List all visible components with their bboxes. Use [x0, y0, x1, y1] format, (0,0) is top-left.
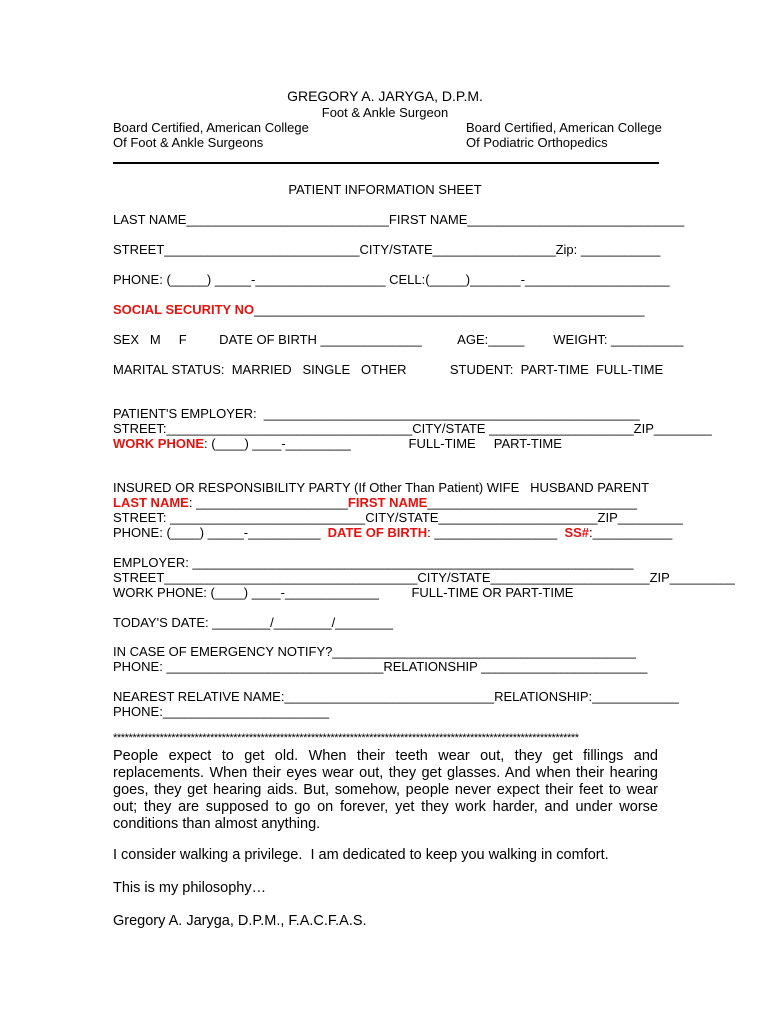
insured-work-phone-line[interactable]: WORK PHONE: (____) ____-_____________ FULL-TIME OR PART-TIME [113, 585, 574, 600]
phone-field-line[interactable]: PHONE: (_____) _____-__________________ CELL:(_____)_______-____________________ [113, 272, 670, 287]
certification-left-line-1: Board Certified, American College [113, 120, 309, 135]
insured-ss-label: SS# [564, 525, 590, 540]
street-field-line[interactable]: STREET___________________________CITY/STATE_________________Zip: ___________ [113, 242, 661, 257]
employer-field-line[interactable]: PATIENT'S EMPLOYER: ____________________________________________________ [113, 406, 640, 421]
form-title: PATIENT INFORMATION SHEET [288, 182, 482, 197]
name-field-line[interactable]: LAST NAME____________________________FIRST NAME______________________________ [113, 212, 685, 227]
insured-employer-field-line[interactable]: EMPLOYER: _____________________________________________________________ [113, 555, 634, 570]
emergency-contact-line[interactable]: IN CASE OF EMERGENCY NOTIFY?__________________________________________ [113, 644, 637, 659]
insured-phone-field-line[interactable] [113, 525, 672, 540]
certification-right-line-1: Board Certified, American College [466, 120, 662, 135]
insured-phone[interactable]: PHONE: (____) _____-__________ [113, 525, 321, 540]
privilege-statement: I consider walking a privilege. I am dedicated to keep you walking in comfort. [113, 847, 609, 863]
insured-ss-blank[interactable]: :___________ [589, 525, 673, 540]
work-phone-rest[interactable]: : (____) ____-_________ FULL-TIME PART-TIME [204, 436, 562, 451]
asterisk-divider: ************************************************************************************************************************ [113, 732, 579, 744]
doctor-signature: Gregory A. Jaryga, D.P.M., F.A.C.F.A.S. [113, 913, 367, 929]
todays-date-field-line[interactable]: TODAY'S DATE: ________/________/________ [113, 615, 394, 630]
marital-student-line[interactable]: MARITAL STATUS: MARRIED SINGLE OTHER STUDENT: PART-TIME FULL-TIME [113, 362, 664, 377]
certification-left-line-2: Of Foot & Ankle Surgeons [113, 135, 264, 150]
employer-street-field-line[interactable]: STREET:__________________________________CITY/STATE ____________________ZIP________ [113, 421, 712, 436]
ssn-label: SOCIAL SECURITY NO [113, 302, 255, 317]
sex-dob-field-line[interactable]: SEX M F DATE OF BIRTH ______________ AGE:_____ WEIGHT: __________ [113, 332, 684, 347]
insured-last-name-blank[interactable]: : _____________________ [188, 495, 348, 510]
work-phone-field-line[interactable] [113, 436, 562, 451]
header-divider [113, 162, 659, 164]
ssn-field-line[interactable] [113, 302, 645, 317]
nearest-relative-line[interactable]: NEAREST RELATIVE NAME:_____________________________RELATIONSHIP:____________ [113, 689, 679, 704]
specialty: Foot & Ankle Surgeon [321, 105, 449, 120]
ssn-blank[interactable]: ______________________________________________________ [254, 302, 645, 317]
insured-first-name-blank[interactable]: _____________________________ [427, 495, 638, 510]
philosophy-paragraph: People expect to get old. When their teeth wear out, they get fillings and replacements. When their eyes wear out, they get glasses. And when their hearing goes, they get hearing aids. But, somehow, people never expect their feet to wear out; they are supposed to go on forever, yet they work harder, and under worse conditions than almost anything. [113, 748, 658, 832]
insured-employer-street-line[interactable]: STREET___________________________________CITY/STATE______________________ZIP_________ [113, 570, 735, 585]
relative-phone-line[interactable]: PHONE:_______________________ [113, 704, 330, 719]
insured-last-name-label: LAST NAME [113, 495, 189, 510]
insured-first-name-label: FIRST NAME [347, 495, 428, 510]
certification-right-line-2: Of Podiatric Orthopedics [466, 135, 608, 150]
insured-party-line[interactable]: INSURED OR RESPONSIBILITY PARTY (If Other Than Patient) WIFE HUSBAND PARENT [113, 480, 650, 495]
philosophy-statement: This is my philosophy… [113, 880, 267, 896]
insured-name-field-line[interactable] [113, 495, 637, 510]
insured-dob-blank[interactable]: : _________________ [427, 525, 558, 540]
work-phone-label: WORK PHONE [113, 436, 204, 451]
emergency-phone-line[interactable]: PHONE: ______________________________RELATIONSHIP _______________________ [113, 659, 648, 674]
insured-dob-label: DATE OF BIRTH [327, 525, 428, 540]
insured-street-field-line[interactable]: STREET: ___________________________CITY/STATE______________________ZIP_________ [113, 510, 683, 525]
doctor-name: GREGORY A. JARYGA, D.P.M. [287, 88, 483, 104]
